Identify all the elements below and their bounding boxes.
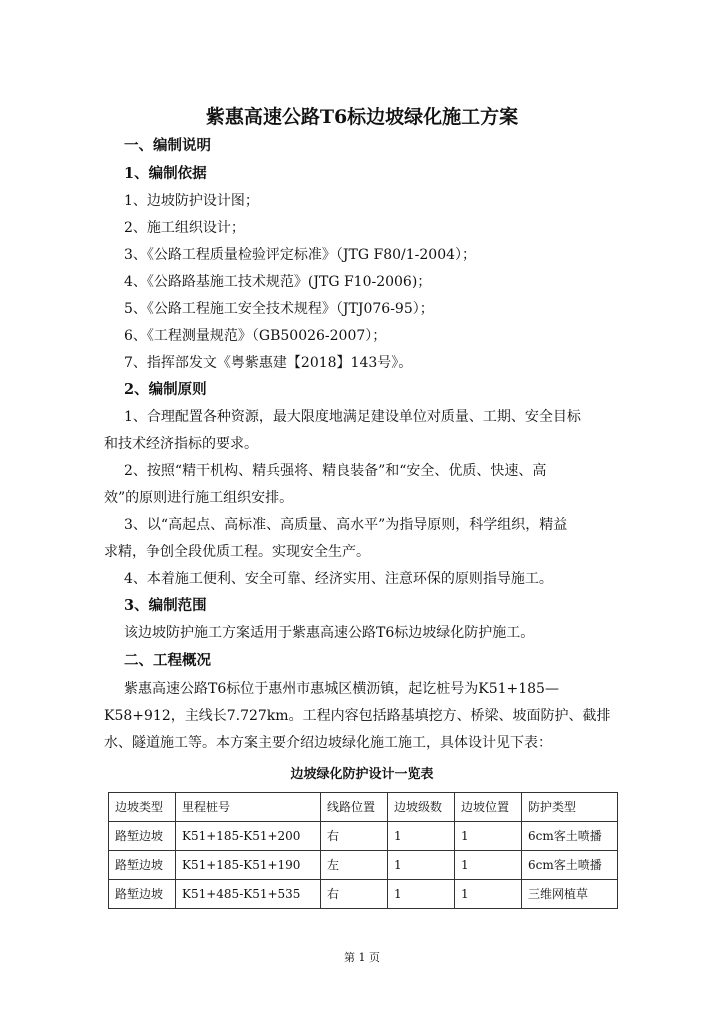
page-number: 第 1 页 [344, 951, 380, 964]
table-cell: 路堑边坡 [109, 880, 176, 909]
principles-heading: 2、编制原则 [124, 381, 207, 398]
table-cell: 1 [455, 851, 522, 880]
slope-protection-table [108, 792, 618, 909]
table-cell: 右 [321, 822, 388, 851]
table-cell: 三维网植草 [522, 880, 618, 909]
table-cell: K51+485-K51+535 [176, 880, 321, 909]
section-1-heading: 一、编制说明 [124, 137, 211, 154]
basis-item: 2、施工组织设计； [124, 220, 245, 236]
table-cell: 1 [388, 822, 455, 851]
table-header-cell: 里程桩号 [176, 793, 321, 822]
basis-item: 1、边坡防护设计图； [124, 193, 259, 209]
overview-line: 水、隧道施工等。本方案主要介绍边坡绿化施工施工，具体设计见下表： [104, 735, 552, 751]
table-header-cell: 边坡类型 [109, 793, 176, 822]
table-cell: 左 [321, 851, 388, 880]
scope-text: 该边坡防护施工方案适用于紫惠高速公路T6标边坡绿化防护施工。 [124, 625, 535, 641]
table-cell: K51+185-K51+190 [176, 851, 321, 880]
table-cell: 1 [388, 880, 455, 909]
table-cell: 1 [388, 851, 455, 880]
table-cell: K51+185-K51+200 [176, 822, 321, 851]
table-title: 边坡绿化防护设计一览表 [290, 767, 434, 782]
principle-line: 2、按照“精干机构、精兵强将、精良装备”和“安全、优质、快速、高 [124, 463, 547, 479]
principle-line: 求精，争创全段优质工程。实现安全生产。 [104, 544, 370, 560]
table-cell: 路堑边坡 [109, 851, 176, 880]
basis-item: 7、指挥部发文《粤紫惠建【2018】143号》。 [124, 355, 413, 371]
table-row [109, 851, 618, 880]
principle-line: 1、合理配置各种资源，最大限度地满足建设单位对质量、工期、安全目标 [124, 409, 581, 425]
document-title: 紫惠高速公路T6标边坡绿化施工方案 [205, 106, 519, 128]
table-row [109, 822, 618, 851]
basis-item: 6、《工程测量规范》（GB50026-2007）； [124, 328, 387, 344]
principle-line: 3、以“高起点、高标准、高质量、高水平”为指导原则，科学组织，精益 [124, 517, 568, 533]
scope-heading: 3、编制范围 [124, 597, 207, 614]
table-header-cell: 边坡级数 [388, 793, 455, 822]
section-2-heading: 二、工程概况 [124, 652, 211, 669]
table-header-row [109, 793, 618, 822]
basis-heading: 1、编制依据 [124, 165, 207, 182]
basis-item: 5、《公路工程施工安全技术规程》（JTJ076-95）； [124, 301, 434, 317]
principle-line: 4、本着施工便利、安全可靠、经济实用、注意环保的原则指导施工。 [124, 571, 553, 587]
overview-line: 紫惠高速公路T6标位于惠州市惠城区横沥镇，起讫桩号为K51+185— [124, 681, 559, 697]
overview-line: K58+912，主线长7.727km。工程内容包括路基填挖方、桥梁、坡面防护、截排 [104, 708, 611, 724]
table-cell: 6cm客土喷播 [522, 851, 618, 880]
table-cell: 1 [455, 822, 522, 851]
principle-line: 效”的原则进行施工组织安排。 [104, 490, 294, 506]
table-cell: 右 [321, 880, 388, 909]
table-cell: 6cm客土喷播 [522, 822, 618, 851]
table-row [109, 880, 618, 909]
table-header-cell: 线路位置 [321, 793, 388, 822]
table-cell: 路堑边坡 [109, 822, 176, 851]
table-cell: 1 [455, 880, 522, 909]
table-header-cell: 防护类型 [522, 793, 618, 822]
principle-line: 和技术经济指标的要求。 [104, 436, 258, 452]
basis-item: 3、《公路工程质量检验评定标准》（JTG F80/1-2004）； [124, 247, 477, 263]
table-header-cell: 边坡位置 [455, 793, 522, 822]
basis-item: 4、《公路路基施工技术规范》(JTG F10-2006)； [124, 274, 432, 290]
